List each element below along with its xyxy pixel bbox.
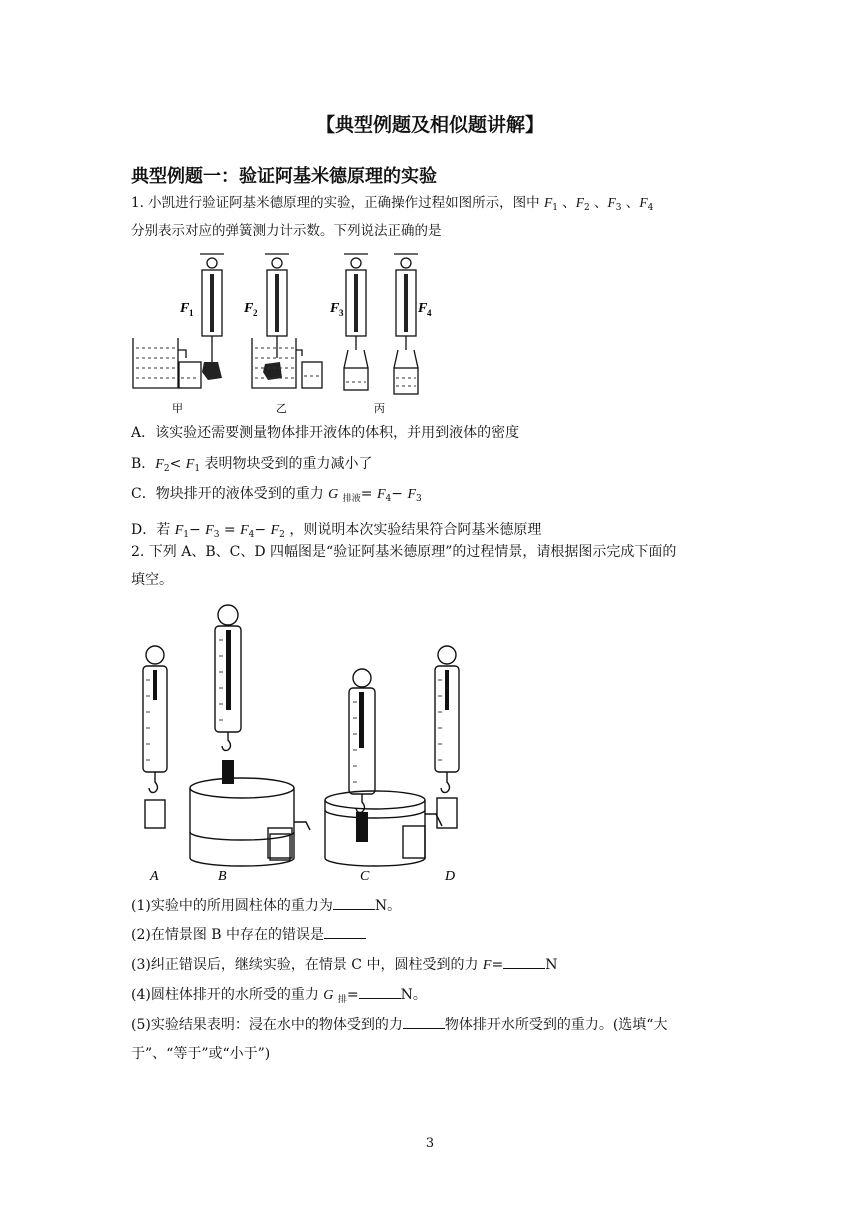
page-number: 3 — [425, 1136, 435, 1151]
q2-part1: (1)实验中的所用圆柱体的重力为 N。 — [131, 898, 402, 914]
fig1-label-jia: 甲 — [172, 403, 183, 415]
fig2-label-c: C — [360, 869, 370, 884]
answer-blank[interactable] — [333, 897, 375, 910]
fig1-label-f2: F — [244, 301, 254, 316]
q2-part3: (3)纠正错误后，继续实验，在情景 C 中，圆柱受到的力 F= N — [131, 957, 558, 973]
answer-blank[interactable] — [503, 956, 545, 969]
fig2-label-b: B — [218, 869, 227, 884]
fig1-label-f1: F — [180, 301, 190, 316]
svg-text:4: 4 — [427, 308, 432, 318]
q1-stem-line1: 1. 小凯进行验证阿基米德原理的实验，正确操作过程如图所示，图中 $F_1$ 、$F_2$ 、$F_3$ 、$F_4$ — [131, 195, 654, 213]
fig1-label-yi: 乙 — [276, 403, 287, 415]
page-title: 【典型例题及相似题讲解】 — [315, 114, 544, 136]
svg-text:2: 2 — [253, 308, 258, 318]
q2-stem-line1: 2. 下列 A、B、C、D 四幅图是“验证阿基米德原理”的过程情景，请根据图示完成下面的 — [131, 544, 677, 560]
answer-blank[interactable] — [403, 1016, 445, 1029]
fig2-label-a: A — [150, 869, 159, 884]
answer-blank[interactable] — [359, 986, 401, 999]
q2-part2: (2)在情景图 B 中存在的错误是 — [131, 926, 366, 944]
q1-option-d: D．若 $F_1- F_3 = F_4- F_2$ ，则说明本次实验结果符合阿基米德原理 — [131, 522, 542, 540]
q2-part4: (4)圆柱体排开的水所受的重力 G $_排$= N。 — [131, 987, 427, 1005]
q1-option-c: C．物块排开的液体受到的重力 G $_{排液}= F_4- F_3$ — [131, 486, 422, 504]
q1-option-b: B．$F_2< F_1$ 表明物块受到的重力减小了 — [131, 456, 373, 474]
svg-text:1: 1 — [189, 308, 194, 318]
fig1-label-bing: 丙 — [374, 403, 385, 415]
q1-option-a: A．该实验还需要测量物体排开液体的体积，并用到液体的密度 — [131, 425, 520, 441]
q1-stem-line2: 分别表示对应的弹簧测力计示数。下列说法正确的是 — [131, 223, 442, 239]
q2-figure — [130, 600, 480, 890]
q2-stem-line2: 填空。 — [131, 572, 173, 588]
fig1-label-f3: F — [330, 301, 340, 316]
fig2-label-d: D — [445, 869, 456, 884]
q2-part5: (5)实验结果表明：浸在水中的物体受到的力 物体排开水所受到的重力。(选填“大 — [131, 1017, 668, 1033]
q2-part5-line2: 于”、“等于”或“小于”) — [131, 1046, 271, 1062]
fig1-label-f4: F — [418, 301, 428, 316]
answer-blank[interactable] — [324, 926, 366, 939]
q1-figure — [130, 250, 435, 420]
svg-text:3: 3 — [339, 308, 344, 318]
section-title: 典型例题一：验证阿基米德原理的实验 — [131, 166, 437, 187]
